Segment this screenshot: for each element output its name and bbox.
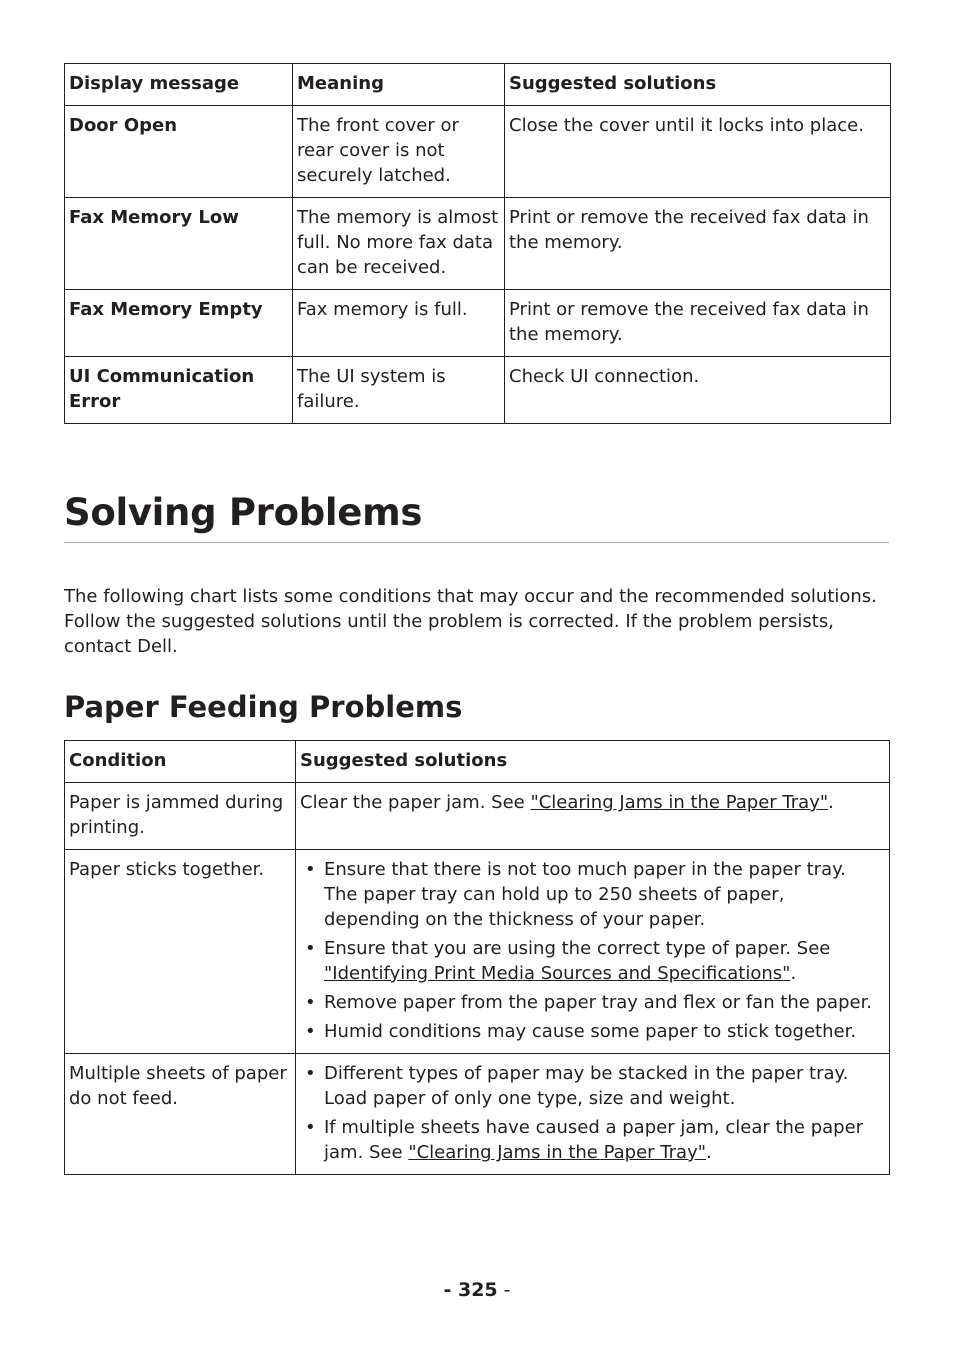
column-header-condition: Condition [65,741,296,783]
solution-text: Clear the paper jam. See [300,792,531,813]
solution-cell [296,850,890,1054]
column-header-suggested-solutions: Suggested solutions [296,741,890,783]
column-header-meaning: Meaning [293,64,505,106]
display-message-cell: Fax Memory Low [65,198,293,290]
table-header-row [65,64,891,106]
meaning-cell: The memory is almost full. No more fax data can be received. [293,198,505,290]
list-item-text: Different types of paper may be stacked in the paper tray. Load paper of only one type, size and weight. [324,1063,849,1109]
bullet-icon: • [305,859,316,880]
condition-cell: Multiple sheets of paper do not feed. [65,1054,296,1175]
subsection-title: Paper Feeding Problems [64,690,463,724]
list-item [300,1061,885,1111]
list-item-text-end: . [706,1142,712,1163]
list-item [300,1019,885,1044]
display-message-cell: Fax Memory Empty [65,290,293,357]
list-item [300,936,885,986]
clearing-jams-link[interactable]: "Clearing Jams in the Paper Tray" [408,1142,706,1163]
bullet-icon: • [305,992,316,1013]
table-row [65,106,891,198]
bullet-icon: • [305,1021,316,1042]
solution-list [300,857,885,1044]
list-item [300,1115,885,1165]
list-item-text: Humid conditions may cause some paper to stick together. [324,1021,857,1042]
solution-text-end: . [828,792,834,813]
bullet-icon: • [305,1117,316,1138]
table-row [65,1054,890,1175]
list-item-text: If multiple sheets have caused a paper jam, clear the paper jam. See [324,1117,864,1163]
column-header-suggested-solutions: Suggested solutions [505,64,891,106]
table-row [65,357,891,424]
page-number: 325 [457,1279,498,1301]
page-footer [0,1279,954,1301]
solution-cell [296,783,890,850]
intro-paragraph: The following chart lists some conditions that may occur and the recommended solutions. Follow the suggested solutions until the problem is corrected. If the problem persists, contact Dell. [64,586,877,657]
meaning-cell: The front cover or rear cover is not securely latched. [293,106,505,198]
condition-cell: Paper sticks together. [65,850,296,1054]
clearing-jams-link[interactable]: "Clearing Jams in the Paper Tray" [530,792,829,813]
bullet-icon: • [305,938,316,959]
section-title: Solving Problems [64,488,889,543]
paper-feeding-table [64,740,890,1175]
footer-dash-left: - [443,1279,458,1301]
solution-list [300,1061,885,1165]
table-row [65,290,891,357]
list-item [300,990,885,1015]
solution-cell: Print or remove the received fax data in the memory. [505,198,891,290]
solution-cell: Print or remove the received fax data in the memory. [505,290,891,357]
list-item-text: Ensure that there is not too much paper in the paper tray. The paper tray can hold up to 250 sheets of paper, depending on the thickness of your paper. [324,859,846,930]
meaning-cell: The UI system is failure. [293,357,505,424]
table-row [65,198,891,290]
table-row [65,783,890,850]
table-header-row [65,741,890,783]
footer-dash-right: - [497,1279,511,1301]
print-media-specs-link[interactable]: "Identifying Print Media Sources and Specifications" [324,963,791,984]
table-row [65,850,890,1054]
meaning-cell: Fax memory is full. [293,290,505,357]
list-item [300,857,885,932]
column-header-display-message: Display message [65,64,293,106]
display-messages-table [64,63,891,424]
list-item-text-end: . [790,963,797,984]
solution-cell: Check UI connection. [505,357,891,424]
solution-cell [296,1054,890,1175]
condition-cell: Paper is jammed during printing. [65,783,296,850]
display-message-cell: Door Open [65,106,293,198]
list-item-text: Remove paper from the paper tray and flex or fan the paper. [324,992,873,1013]
display-message-cell: UI Communication Error [65,357,293,424]
solution-cell: Close the cover until it locks into place. [505,106,891,198]
list-item-text: Ensure that you are using the correct type of paper. See [324,938,831,959]
bullet-icon: • [305,1063,316,1084]
